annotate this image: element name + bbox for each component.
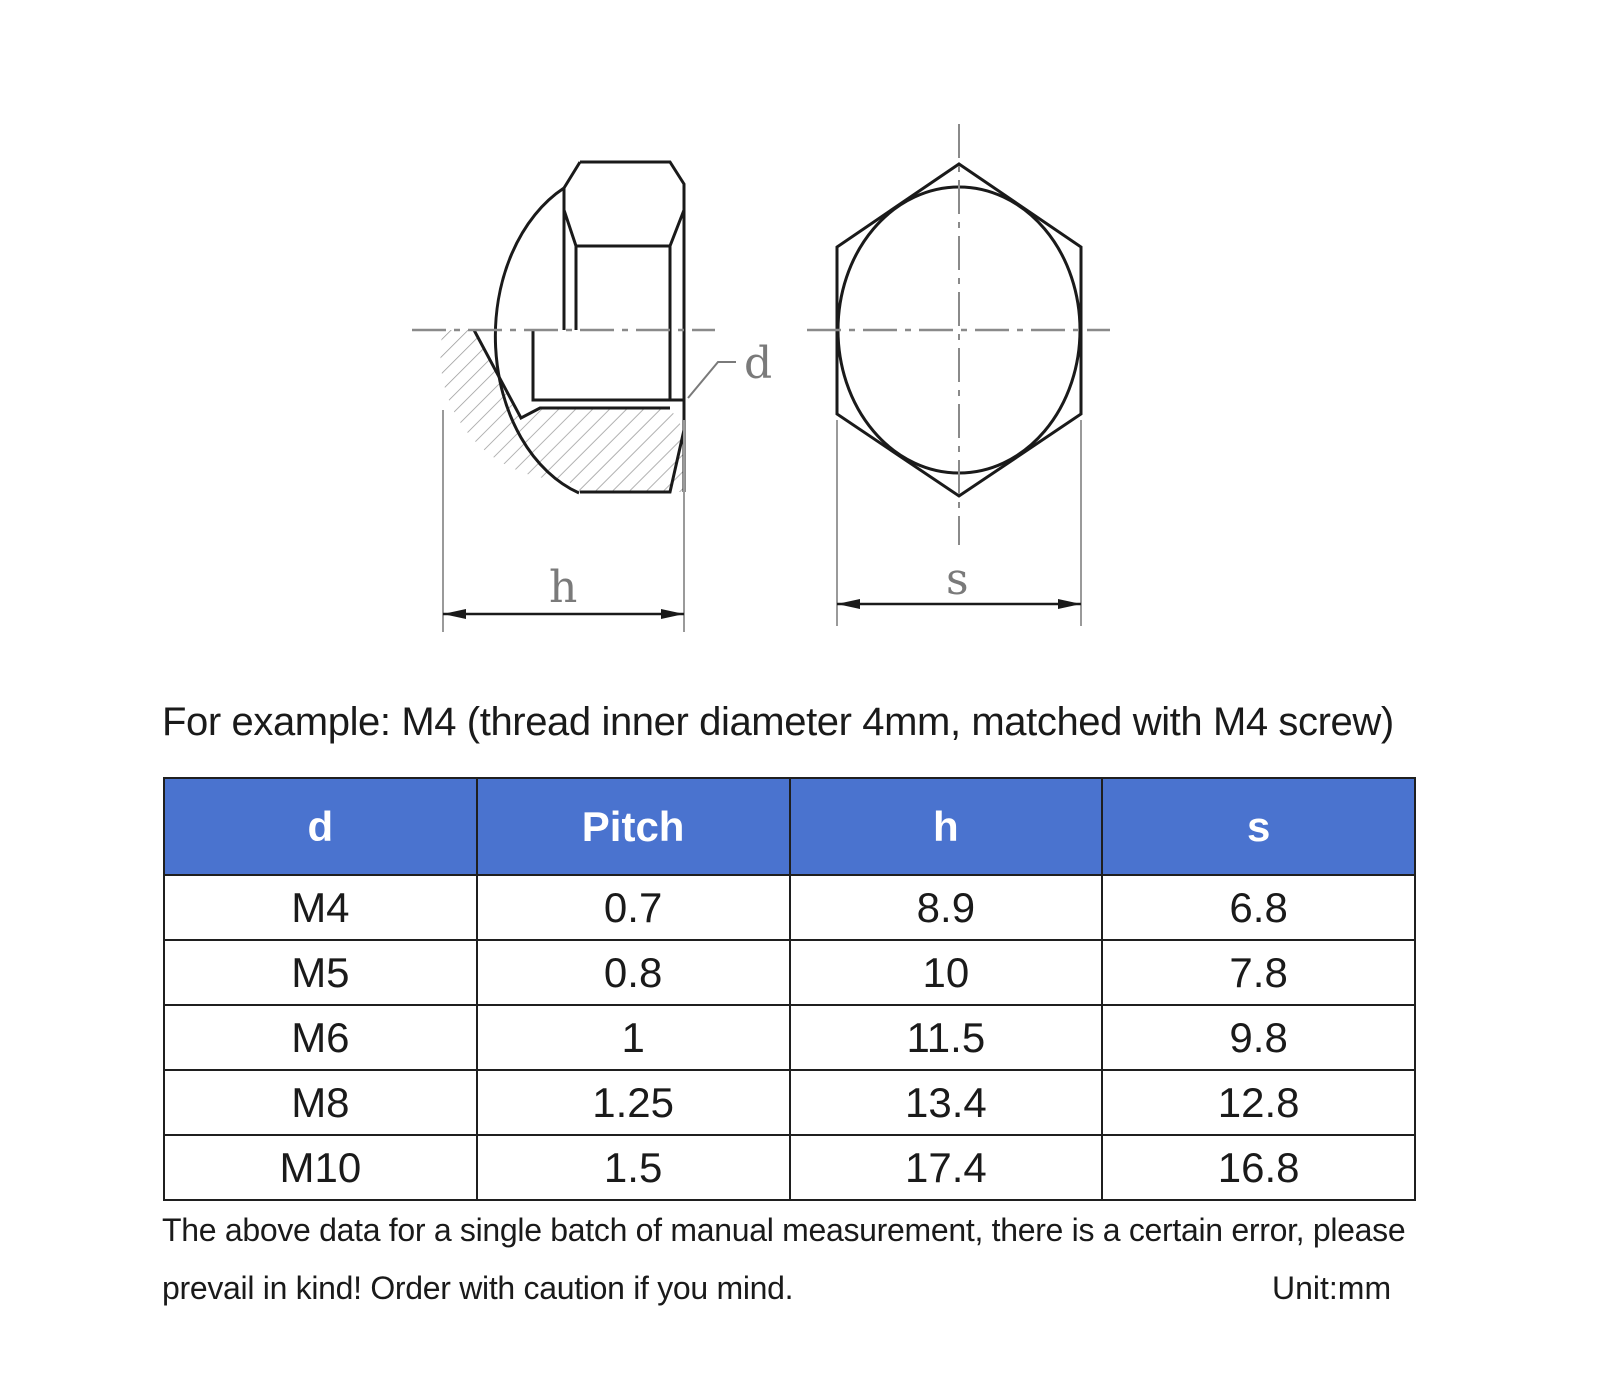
cell-pitch: 1.25 <box>477 1070 790 1135</box>
table-row <box>164 1135 1415 1200</box>
cell-d: M10 <box>164 1135 477 1200</box>
s-arrow-right <box>1058 599 1081 609</box>
cell-s: 12.8 <box>1102 1070 1415 1135</box>
table-header-row <box>164 778 1415 875</box>
header-s: s <box>1102 778 1415 875</box>
measurement-note-line2: prevail in kind! Order with caution if you mind. <box>162 1270 794 1306</box>
unit-label: Unit:mm <box>1272 1270 1392 1306</box>
cell-h: 10 <box>790 940 1103 1005</box>
header-h: h <box>790 778 1103 875</box>
s-arrow-left <box>837 599 860 609</box>
h-label: h <box>549 562 578 613</box>
cell-s: 9.8 <box>1102 1005 1415 1070</box>
cell-pitch: 1.5 <box>477 1135 790 1200</box>
cell-d: M8 <box>164 1070 477 1135</box>
h-arrow-left <box>443 609 466 619</box>
section-hatching <box>440 330 684 492</box>
cell-pitch: 0.7 <box>477 875 790 940</box>
hex-top <box>564 162 580 210</box>
header-pitch: Pitch <box>477 778 790 875</box>
cell-s: 7.8 <box>1102 940 1415 1005</box>
cell-pitch: 0.8 <box>477 940 790 1005</box>
cell-pitch: 1 <box>477 1005 790 1070</box>
cell-d: M5 <box>164 940 477 1005</box>
d-leader <box>688 362 736 398</box>
table-row <box>164 1005 1415 1070</box>
cell-s: 6.8 <box>1102 875 1415 940</box>
s-label: s <box>946 554 969 605</box>
cell-s: 16.8 <box>1102 1135 1415 1200</box>
cell-h: 13.4 <box>790 1070 1103 1135</box>
cap-nut-drawing <box>0 0 1600 660</box>
table-row <box>164 875 1415 940</box>
threaded-bore <box>533 330 684 400</box>
table-row <box>164 940 1415 1005</box>
cell-d: M4 <box>164 875 477 940</box>
cell-h: 8.9 <box>790 875 1103 940</box>
top-view <box>807 124 1110 626</box>
header-d: d <box>164 778 477 875</box>
cell-h: 11.5 <box>790 1005 1103 1070</box>
h-arrow-right <box>661 609 684 619</box>
example-caption: For example: M4 (thread inner diameter 4mm, matched with M4 screw) <box>162 700 1394 744</box>
cell-d: M6 <box>164 1005 477 1070</box>
d-label: d <box>744 338 773 389</box>
cell-h: 17.4 <box>790 1135 1103 1200</box>
measurement-note-line1: The above data for a single batch of manual measurement, there is a certain error, please <box>162 1212 1406 1248</box>
size-table <box>163 777 1416 1201</box>
table-row <box>164 1070 1415 1135</box>
hex-face-lines <box>564 210 684 330</box>
